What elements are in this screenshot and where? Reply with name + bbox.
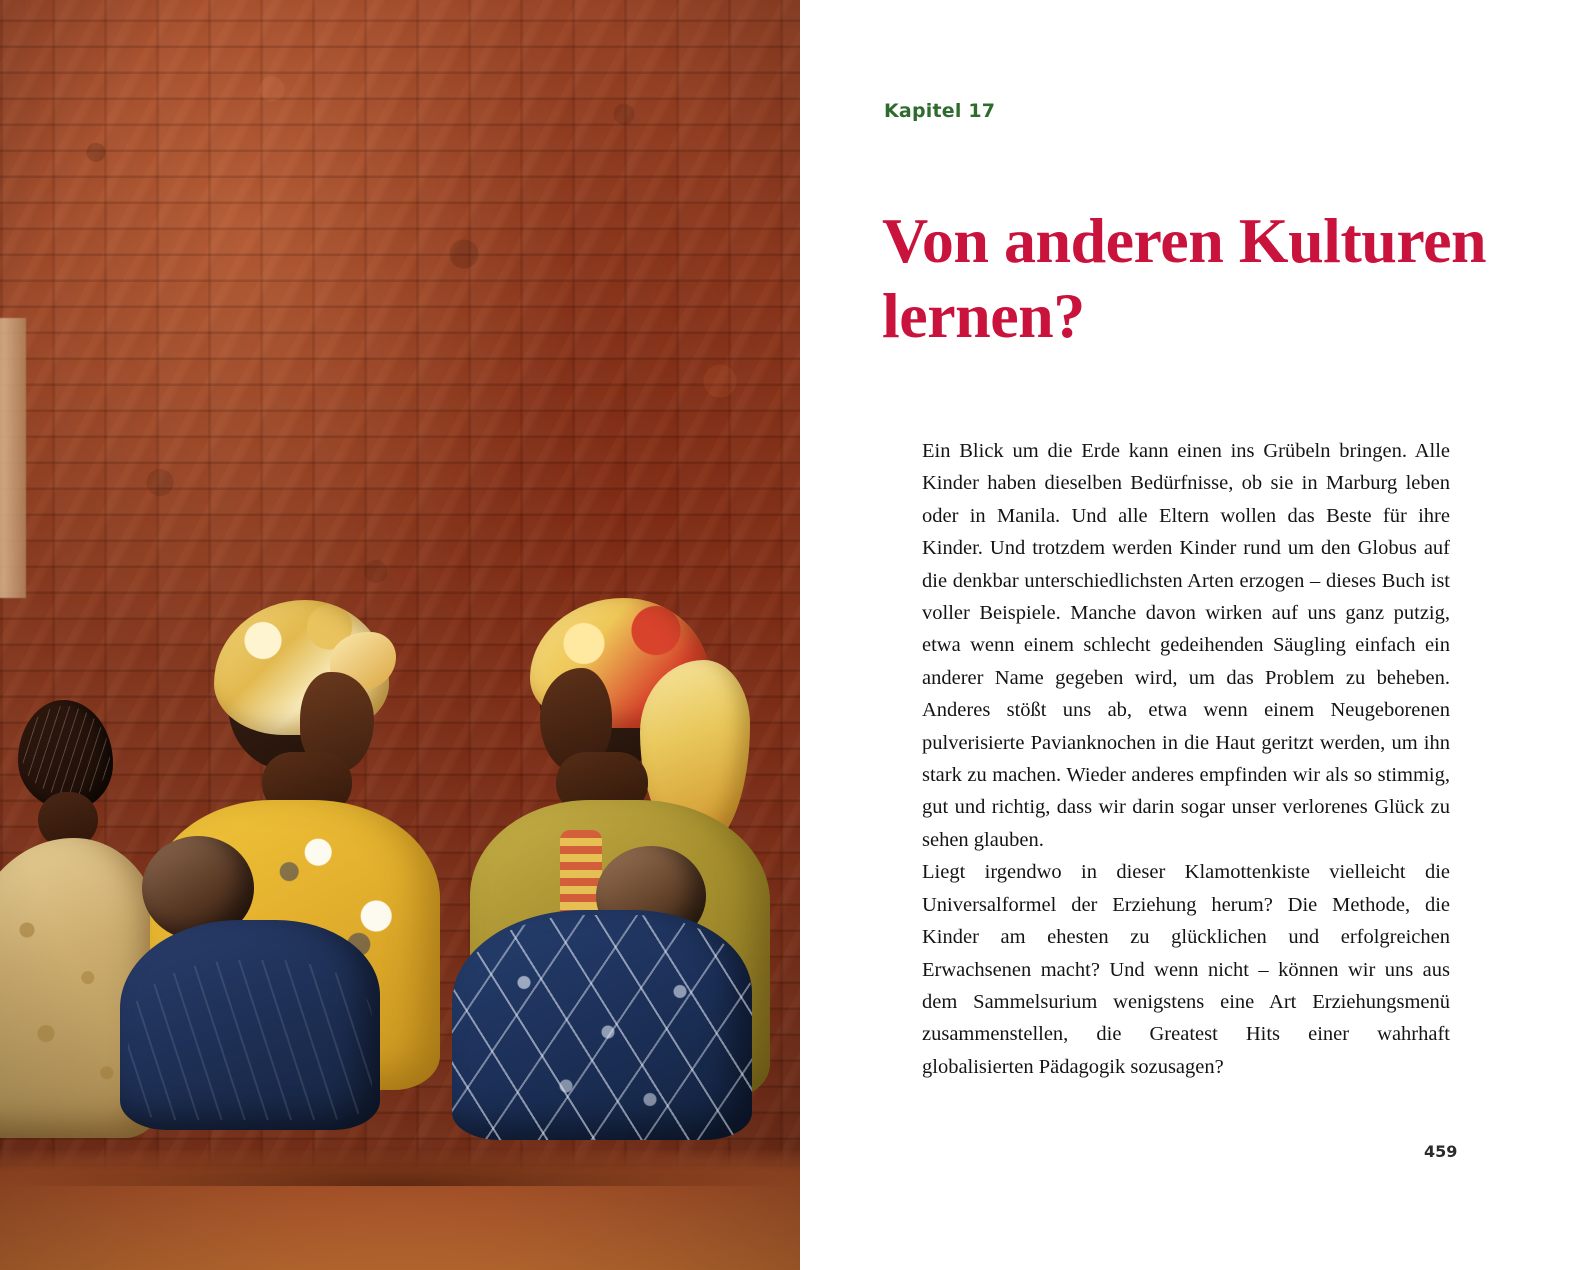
body-paragraph-1: Ein Blick um die Erde kann einen ins Grübeln bringen. Alle Kinder haben dieselben Bedürfnisse, ob sie in Marburg leben oder in Manila. Und alle Eltern wollen das Beste für ihre Kinder. Und trotzdem werden Kinder rund um den Globus auf die denkbar unterschiedlichsten Arten erzogen – dieses Buch ist voller Beispiele. Manche davon wirken auf uns ganz putzig, etwa wenn einem schlecht gedeihenden Säugling einfach ein anderer Name gegeben wird, um das Problem zu beheben. Anderes stößt uns ab, etwa wenn einem Neugeborenen pulverisierte Pavianknochen in die Haut geritzt werden, um ihn stark zu machen. Wieder anderes empfinden wir als so stimmig, gut und richtig, dass wir darin sogar unser verlorenes Glück zu sehen glauben. [922,440,1450,851]
right-baby-cloth-pattern [452,915,752,1140]
chapter-opening-text-page [800,0,1596,1270]
body-paragraph-2: Liegt irgendwo in dieser Klamottenkiste vielleicht die Universalformel der Erziehung herum? Die Methode, die Kinder am ehesten zu glücklichen und erfolgreichen Erwachsenen macht? Und wenn nicht – können wir uns aus dem Sammelsurium wenigstens eine Art Erziehungsmenü zusammenstellen, die Greatest Hits einer wahrhaft globalisierten Pädagogik sozusagen? [922,861,1450,1078]
body-text [922,435,1450,1083]
center-baby-cloth-folds [128,960,372,1120]
wall-post [0,318,26,598]
page-number: 459 [1424,1142,1458,1161]
chapter-label: Kapitel 17 [884,100,996,122]
page-title: Von anderen Kulturen lernen? [882,204,1487,352]
